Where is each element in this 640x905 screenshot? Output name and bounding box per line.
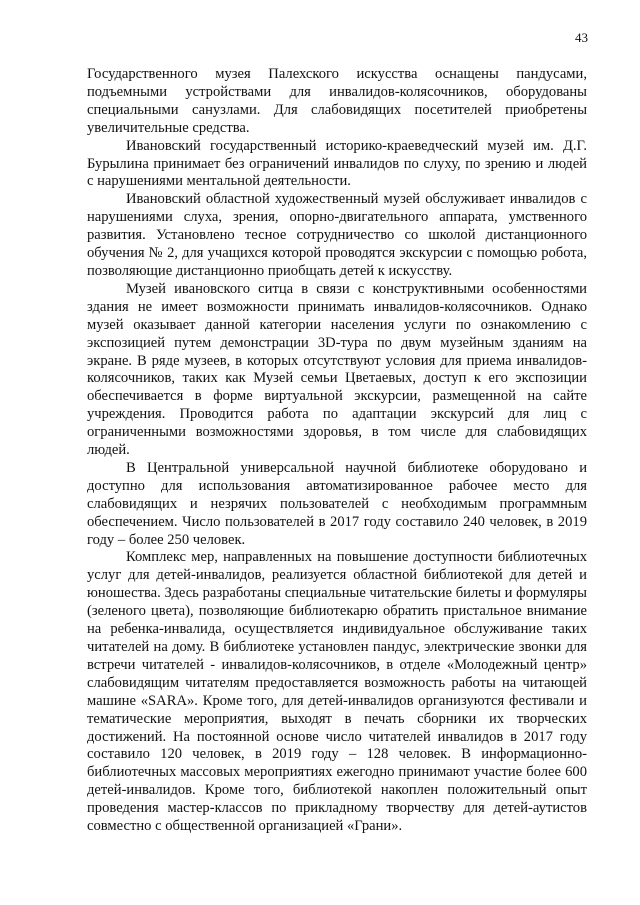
paragraph-central-library: В Центральной универсальной научной библиотеке оборудовано и доступно для использования автоматизированное рабочее место для слабовидящих и незрячих пользователей с необходимым программным обеспечением. Число пользователей в 2017 году составило 240 человек, в 2019 году – более 250 человек. bbox=[87, 459, 587, 548]
paragraph-art-museum: Ивановский областной художественный музей обслуживает инвалидов с нарушениями слуха, зрения, опорно-двигательного аппарата, умственного развития. Установлено тесное сотрудничество со школой дистанционного обучения № 2, для учащихся которой проводятся экскурсии с помощью робота, позволяющие дистанционно приобщать детей к искусству. bbox=[87, 191, 587, 279]
page-number: 43 bbox=[575, 30, 588, 45]
paragraph-children-library: Комплекс мер, направленных на повышение доступности библиотечных услуг для детей-инвалидов, реализуется областной библиотекой для детей и юношества. Здесь разработаны специальные читательские билеты и формуляры (зеленого цвета), позволяющие библиотекарю обратить пристальное внимание на ребенка-инвалида, осуществляется индивидуальное обслуживание таких читателей на дому. В библиотеке установлен пандус, электрические звонки для встречи читателей - инвалидов-колясочников, в отделе «Молодежный центр» слабовидящим читателям предоставляется возможность работы на читающей машине «SARA». Кроме того, для детей-инвалидов организуются фестивали и тематические мероприятия, выходят в печать сборники их творческих достижений. На постоянной основе число читателей инвалидов в 2017 году составило 120 человек, в 2019 году – 128 человек. В информационно-библиотечных массовых мероприятиях ежегодно принимают участие более 600 детей-инвалидов. Кроме того, библиотекой накоплен положительный опыт проведения мастер-классов по прикладному творчеству для детей-аутистов совместно с общественной организацией «Грани». bbox=[87, 549, 587, 835]
paragraph-chintz-museum: Музей ивановского ситца в связи с конструктивными особенностями здания не имеет возможности принимать инвалидов-колясочников. Однако музей оказывает данной категории населения услуги по ознакомлению с экспозицией путем демонстрации 3D-тура по двум музейным зданиям на экране. В ряде музеев, в которых отсутствуют условия для приема инвалидов-колясочников, таких как Музей семьи Цветаевых, доступ к его экспозиции обеспечивается в форме виртуальной экскурсии, размещенной на сайте учреждения. Проводится работа по адаптации экскурсий для лиц с ограниченными возможностями здоровья, в том числе для слабовидящих людей. bbox=[87, 280, 587, 459]
paragraph-burylin-museum: Ивановский государственный историко-краеведческий музей им. Д.Г. Бурылина принимает без ограничений инвалидов по слуху, по зрению и людей с нарушениями ментальной деятельности. bbox=[87, 137, 587, 190]
paragraph-palekh-museum: Государственного музея Палехского искусства оснащены пандусами, подъемными устройствами для инвалидов-колясочников, оборудованы специальными санузлами. Для слабовидящих посетителей приобретены увеличительные средства. bbox=[87, 66, 587, 136]
document-body bbox=[87, 66, 587, 836]
